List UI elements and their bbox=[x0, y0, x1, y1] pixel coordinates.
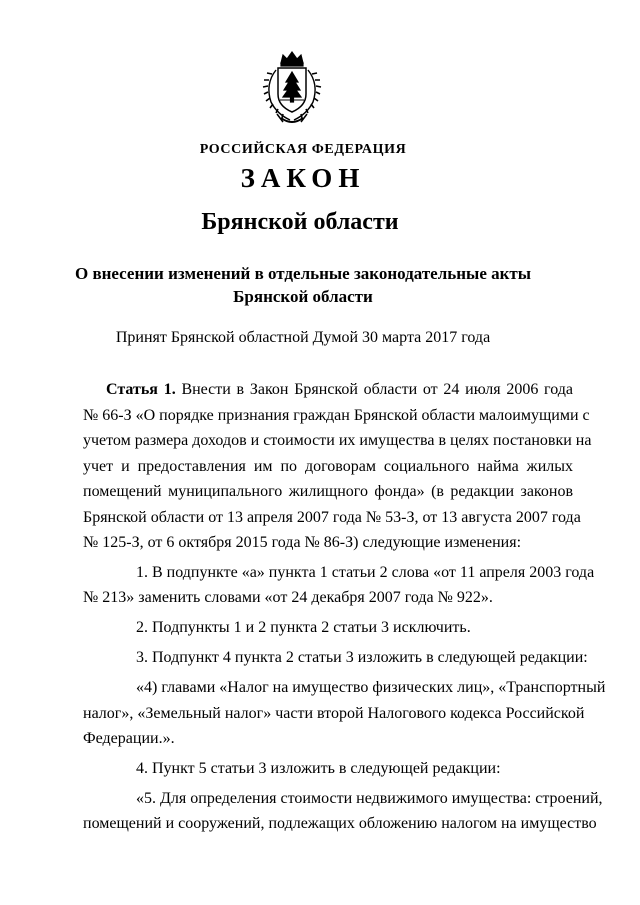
article-1-paragraph bbox=[83, 377, 592, 556]
law-subject-line: О внесении изменений в отдельные законодательные акты bbox=[74, 264, 532, 283]
country-heading: РОССИЙСКАЯ ФЕДЕРАЦИЯ bbox=[199, 142, 407, 157]
text-line: № 125-З, от 6 октября 2015 года № 86-З) следующие изменения: bbox=[83, 534, 522, 551]
text-line: 4. Пункт 5 статьи 3 изложить в следующей редакции: bbox=[136, 759, 501, 777]
item-paragraph bbox=[83, 560, 595, 611]
text-line bbox=[106, 377, 573, 403]
law-subject bbox=[60, 262, 546, 308]
text-line: помещений муниципального жилищного фонда» (в редакции законов bbox=[83, 483, 573, 500]
article-text: Внести в Закон Брянской области от 24 июля 2006 года bbox=[181, 381, 574, 398]
text-line: № 66-З «О порядке признания граждан Брянской области малоимущими с bbox=[83, 406, 590, 424]
article-label: Статья 1. bbox=[106, 381, 176, 398]
text-line: учет и предоставления им по договорам социального найма жилых bbox=[83, 457, 573, 475]
region-heading: Брянской области bbox=[201, 209, 399, 235]
text-line: учетом размера доходов и стоимости их имущества в целях постановки на bbox=[83, 432, 592, 449]
text-line: «4) главами «Налог на имущество физических лиц», «Транспортный bbox=[136, 679, 606, 697]
document-type-heading: ЗАКОН bbox=[240, 163, 366, 193]
text-line: Брянской области от 13 апреля 2007 года № 53-З, от 13 августа 2007 года bbox=[83, 508, 581, 526]
item-paragraph bbox=[106, 645, 588, 671]
item-paragraph bbox=[83, 786, 603, 837]
item-paragraph bbox=[106, 756, 573, 782]
text-line: 2. Подпункты 1 и 2 пункта 2 статьи 3 исключить. bbox=[136, 619, 471, 637]
law-body bbox=[83, 377, 606, 841]
item-paragraph bbox=[106, 615, 573, 641]
text-line: «5. Для определения стоимости недвижимого имущества: строений, bbox=[136, 789, 603, 807]
text-line: налог», «Земельный налог» части второй Налогового кодекса Российской bbox=[83, 704, 585, 722]
text-line: 3. Подпункт 4 пункта 2 статьи 3 изложить в следующей редакции: bbox=[136, 649, 588, 667]
coat-of-arms-icon bbox=[257, 50, 327, 128]
text-line: Федерации.». bbox=[83, 730, 175, 748]
law-subject-line: Брянской области bbox=[233, 287, 373, 306]
text-line: помещений и сооружений, подлежащих обложению налогом на имущество bbox=[83, 815, 597, 833]
item-paragraph bbox=[83, 675, 606, 752]
text-line: № 213» заменить словами «от 24 декабря 2007 года № 922». bbox=[83, 589, 493, 607]
text-line: 1. В подпункте «а» пункта 1 статьи 2 слова «от 11 апреля 2003 года bbox=[136, 563, 595, 581]
adoption-note: Принят Брянской областной Думой 30 марта 2017 года bbox=[115, 329, 491, 346]
